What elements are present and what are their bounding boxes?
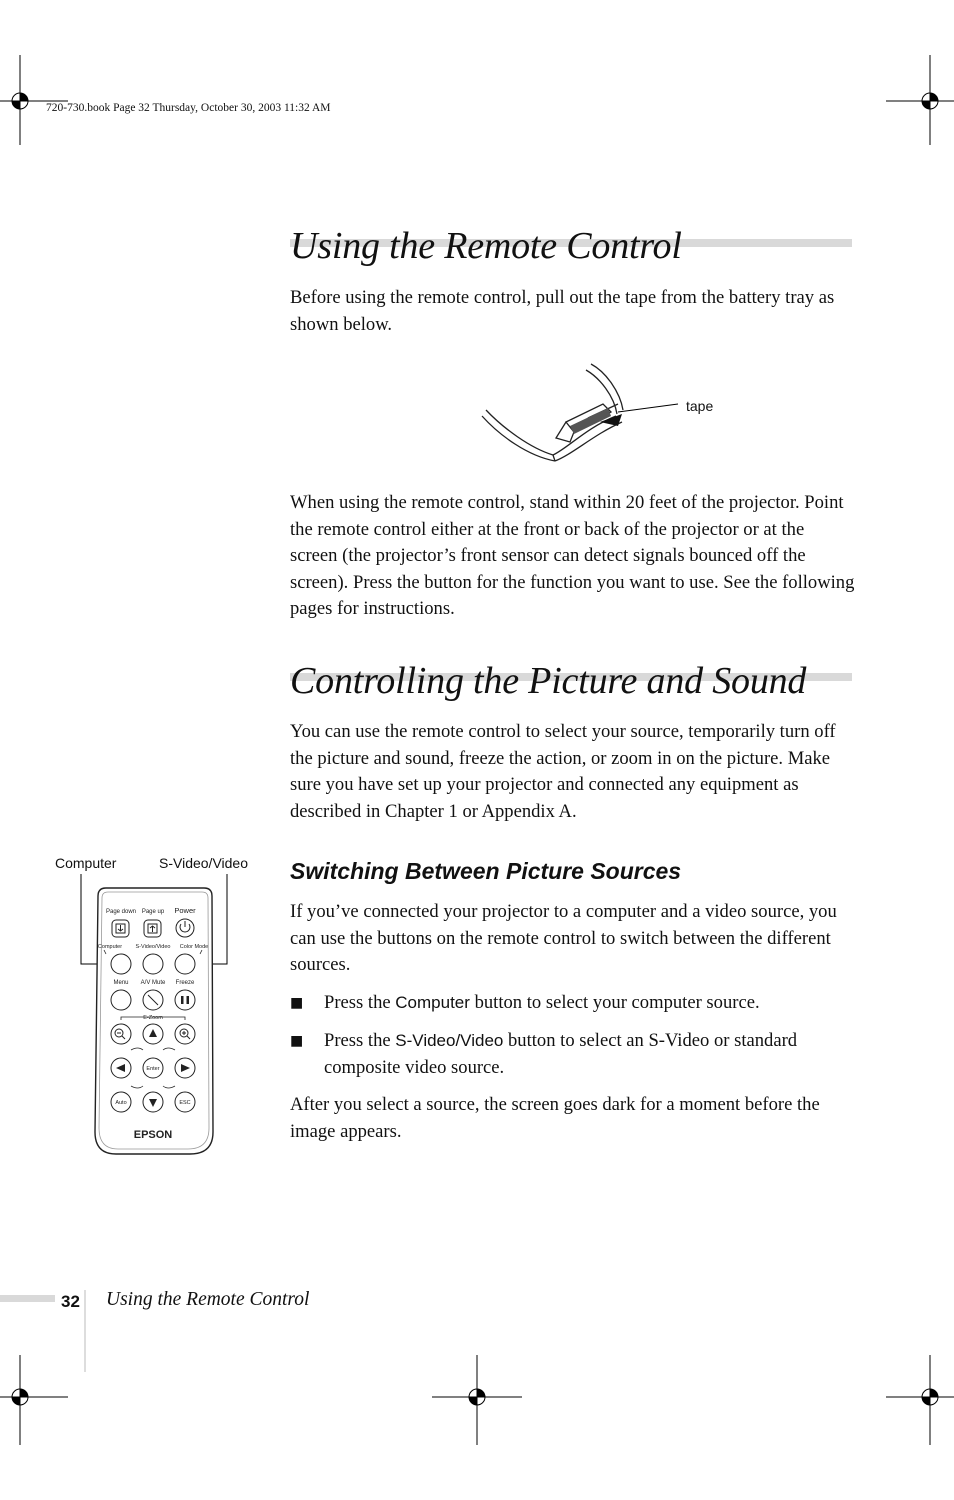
svideo-button-label: S-Video/Video — [135, 944, 171, 950]
computer-button-label: Computer — [97, 944, 123, 950]
av-mute-label: A/V Mute — [140, 980, 166, 986]
callout-svideo-label: S-Video/Video — [159, 855, 248, 871]
page-number: 32 — [61, 1292, 80, 1311]
section-heading-remote: Using the Remote Control — [290, 225, 682, 267]
computer-key-label: Computer — [395, 993, 470, 1012]
subsection-heading: Switching Between Picture Sources — [290, 858, 682, 884]
esc-label: ESC — [179, 1100, 191, 1106]
print-header-line: 720-730.book Page 32 Thursday, October 30, 2003 11:32 AM — [46, 102, 331, 114]
page-down-label: Page down — [105, 909, 137, 915]
closing-paragraph: After you select a source, the screen goes dark for a moment before the image appears. — [290, 1094, 820, 1142]
list-item: ■ Press the S-Video/Video button to select an S-Video or standard composite video source. — [290, 1030, 798, 1078]
auto-label: Auto — [115, 1100, 127, 1106]
freeze-label: Freeze — [175, 980, 195, 986]
tape-label: tape — [686, 398, 714, 414]
power-label: Power — [174, 906, 196, 915]
ezoom-label: E-Zoom — [143, 1015, 163, 1021]
svideo-key-label: S-Video/Video — [395, 1031, 504, 1050]
menu-label: Menu — [113, 980, 129, 986]
enter-label: Enter — [146, 1066, 160, 1072]
intro-paragraph: Before using the remote control, pull out the tape from the battery tray as shown below. — [290, 287, 835, 335]
usage-paragraph: When using the remote control, stand within 20 feet of the projector. Point the remote control either at the front or back of the projector or at the screen (the projector’s front sensor can detect signals bounced off the screen). Press the button for the function you want to use. See the following pages for instructions. — [290, 492, 855, 619]
switching-intro-paragraph: If you’ve connected your projector to a computer and a video source, you can use the buttons on the remote control to switch between the different sources. — [290, 901, 837, 975]
callout-computer-label: Computer — [55, 855, 117, 871]
bullet-icon: ■ — [290, 995, 304, 1011]
picture-sound-paragraph: You can use the remote control to select your source, temporarily turn off the picture and sound, freeze the action, or zoom in on the picture. Make sure you have set up your projector and connected any equipment as described in Chapter 1 or Appendix A. — [290, 721, 836, 822]
list-item: ■ Press the Computer button to select your computer source. — [290, 990, 855, 1018]
remote-control-illustration — [50, 870, 270, 1170]
page-up-label: Page up — [141, 909, 165, 915]
color-mode-label: Color Mode — [179, 944, 209, 950]
brand-logo: EPSON — [133, 1129, 173, 1141]
running-footer-title: Using the Remote Control — [106, 1289, 310, 1310]
bullet-icon: ■ — [290, 1033, 304, 1049]
section-heading-picture-sound: Controlling the Picture and Sound — [290, 660, 807, 702]
